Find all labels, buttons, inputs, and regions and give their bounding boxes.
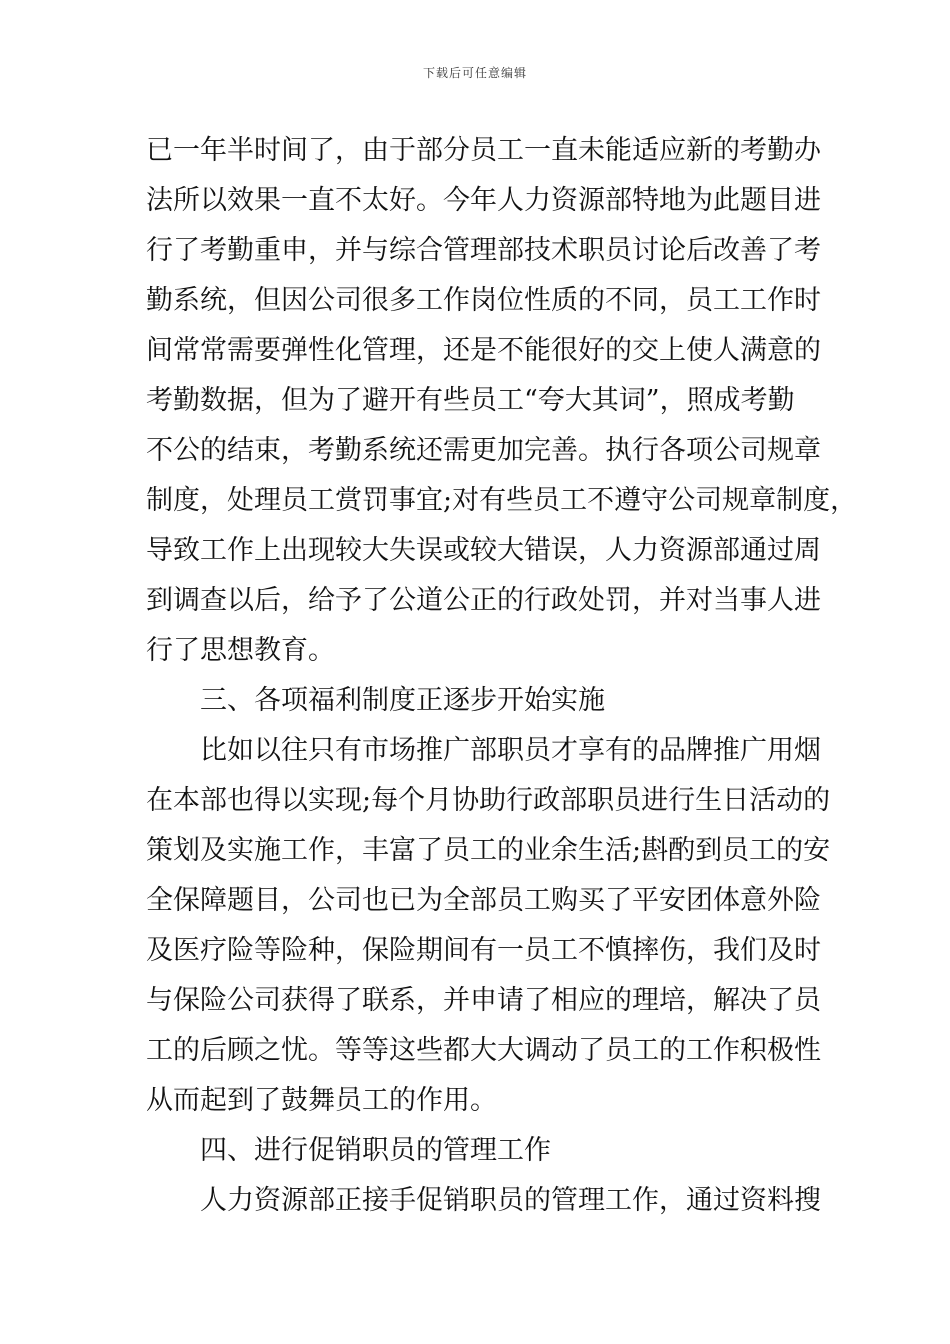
section-heading: 四、进行促销职员的管理工作 — [200, 1135, 551, 1166]
section-heading: 三、各项福利制度正逐步开始实施 — [200, 685, 605, 716]
text-line: 比如以往只有市场推广部职员才享有的品牌推广用烟 — [200, 735, 821, 766]
text-line: 策划及实施工作，丰富了员工的业余生活;斟酌到员工的安 — [146, 835, 831, 866]
text-line: 不公的结束，考勤系统还需更加完善。执行各项公司规章 — [146, 435, 821, 466]
text-line: 行了思想教育。 — [146, 635, 335, 666]
text-line: 从而起到了鼓舞员工的作用。 — [146, 1085, 497, 1116]
text-line: 到调查以后，给予了公道公正的行政处罚，并对当事人进 — [146, 585, 821, 616]
text-line: 考勤数据，但为了避开有些员工“夸大其词”，照成考勤 — [146, 385, 795, 416]
text-line: 行了考勤重申，并与综合管理部技术职员讨论后改善了考 — [146, 235, 821, 266]
text-line: 已一年半时间了，由于部分员工一直未能适应新的考勤办 — [146, 135, 821, 166]
page-header: 下载后可任意编辑 — [422, 66, 527, 80]
text-line: 与保险公司获得了联系，并申请了相应的理培，解决了员 — [146, 985, 821, 1016]
text-line: 全保障题目，公司也已为全部员工购买了平安团体意外险 — [146, 885, 821, 916]
text-line: 工的后顾之忧。等等这些都大大调动了员工的工作积极性 — [146, 1035, 821, 1066]
text-line: 导致工作上出现较大失误或较大错误，人力资源部通过周 — [146, 535, 821, 566]
text-line: 间常常需要弹性化管理，还是不能很好的交上使人满意的 — [146, 335, 821, 366]
document-body — [146, 126, 858, 1226]
text-line: 制度，处理员工赏罚事宜;对有些员工不遵守公司规章制度， — [146, 485, 858, 516]
text-line: 人力资源部正接手促销职员的管理工作，通过资料搜 — [200, 1185, 821, 1216]
text-line: 在本部也得以实现;每个月协助行政部职员进行生日活动的 — [146, 785, 831, 816]
text-line: 及医疗险等险种，保险期间有一员工不慎摔伤，我们及时 — [146, 935, 821, 966]
text-line: 勤系统，但因公司很多工作岗位性质的不同，员工工作时 — [146, 285, 821, 316]
text-line: 法所以效果一直不太好。今年人力资源部特地为此题目进 — [146, 185, 821, 216]
